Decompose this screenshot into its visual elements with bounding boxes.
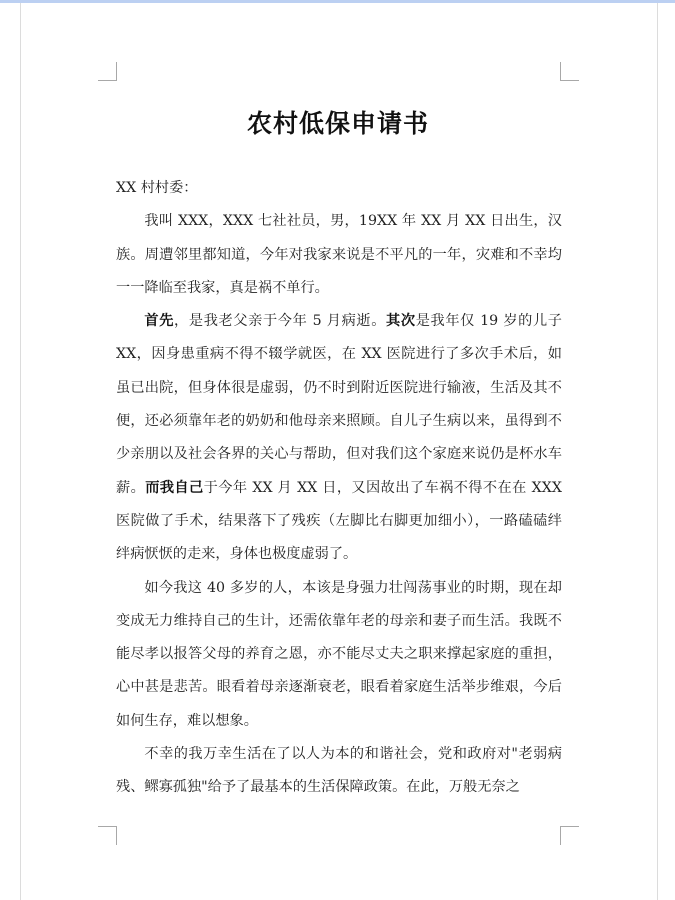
paragraph-text: ，是我老父亲于今年 5 月病逝。: [174, 313, 387, 330]
body-paragraph-4: [116, 738, 562, 805]
document-title: 农村低保申请书: [246, 109, 429, 138]
paragraph-text: 不幸的我万幸生活在了以人为本的和谐社会，党和政府对"老弱病残、鳏寡孤独"给予了最基本的生活保障政策。在此，万般无奈之: [116, 746, 562, 796]
emphasis-text: 而我自己: [145, 479, 204, 496]
paragraph-text: 如今我这 40 多岁的人，本该是身强力壮闯荡事业的时期，现在却变成无力维持自己的生计，还需依靠年老的母亲和妻子而生活。我既不能尽孝以报答父母的养育之恩，亦不能尽丈夫之职来撑起家庭的重担，心中甚是悲苦。眼看着母亲逐渐衰老，眼看着家庭生活举步维艰，今后如何生存，难以想象。: [116, 579, 562, 729]
margin-corner-mark-bottom-right: [560, 826, 579, 845]
paragraph-text: 于今年 XX 月 XX 日，又因故出了车祸不得不在在 XXX 医院做了手术，结果落下了残疾（左脚比右脚更加细小），一路磕磕绊绊病恹恹的走来，身体也极度虚弱了。: [116, 479, 562, 563]
document-body[interactable]: [116, 172, 562, 805]
emphasis-text: 其次: [386, 313, 416, 330]
body-paragraph-2: [116, 305, 562, 571]
margin-corner-mark-bottom-left: [98, 826, 117, 845]
margin-corner-mark-top-left: [98, 62, 117, 81]
emphasis-text: 首先: [144, 313, 175, 330]
paragraph-text: 是我年仅 19 岁的儿子 XX，因身患重病不得不辍学就医，在 XX 医院进行了多次手术后，如虽已出院，但身体很是虚弱，仍不时到附近医院进行输液，生活及其不便，还必须靠年老的奶奶和他母亲来照顾。自儿子生病以来，虽得到不少亲朋以及社会各界的关心与帮助，但对我们这个家庭来说仍是杯水车薪。: [116, 313, 562, 496]
paragraph-text: 我叫 XXX，XXX 七社社员，男，19XX 年 XX 月 XX 日出生，汉族。周遭邻里都知道，今年对我家来说是不平凡的一年，灾难和不幸均一一降临至我家，真是祸不单行。: [116, 213, 562, 296]
salutation: XX 村村委：: [116, 180, 198, 196]
body-paragraph-1: [116, 205, 562, 305]
body-paragraph-3: [116, 572, 562, 738]
margin-corner-mark-top-right: [560, 62, 579, 81]
